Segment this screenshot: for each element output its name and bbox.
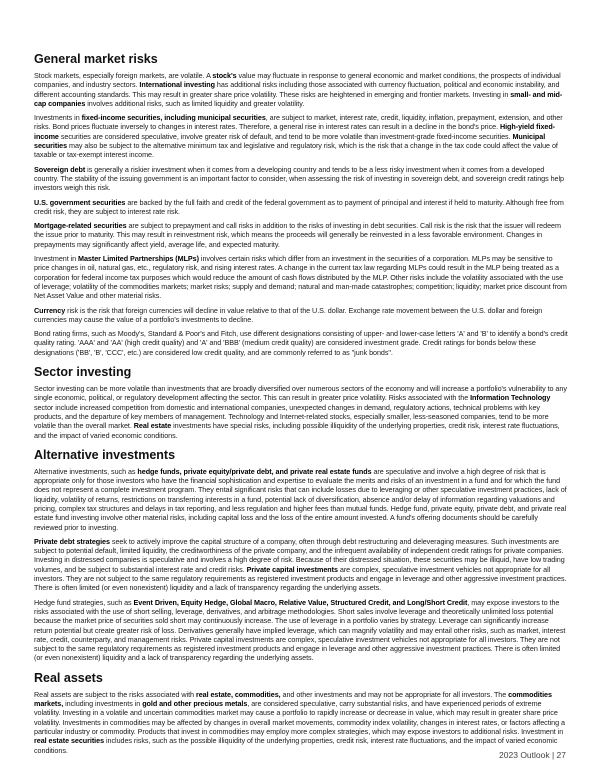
section-heading: Alternative investments	[34, 447, 176, 462]
bold-term: Private debt strategies	[34, 536, 110, 546]
text-run: Bond rating firms, such as Moody's, Standard & Poor's and Fitch, use different designations consisting of upper- and lower-case letters 'A' and 'B' to identify a bond's credit quality rating. 'AAA' and 'AA' (high credit quality) and 'A' and 'BBB' (medium credit quality) are considered investment grade. Credit ratings for bonds below these designations ('BB', 'B', 'CCC', etc.) are considered low credit quality, and are commonly referred to as "junk bonds".	[34, 329, 568, 357]
bold-term: stock's	[212, 71, 237, 80]
text-run: including investments in	[63, 699, 143, 709]
text-run: and other investments and may not be appropriate for all investors. The	[280, 689, 509, 699]
text-run: are subject to prepayment and call risks in addition to the risks of investing in debt securities. Call risk is the risk that the issuer will redeem the issue prior to maturity. This may result in reinvestment risk, which means the proceeds will generally be reinvested in a less favorable environment. Changes in prepayments may significantly affect yield, average life, and expected maturity.	[34, 221, 561, 249]
text-run: value may fluctuate in response to general economic and market conditions, the prospects of individual companies, and industry sectors.	[34, 71, 561, 90]
bold-term: real estate securities	[34, 736, 105, 746]
text-run: may also be subject to the alternative minimum tax and legislative and regulatory risk, which is the risk that a change in the tax code could affect the value of taxable or tax-exempt interest income.	[34, 141, 558, 160]
paragraph	[34, 598, 568, 663]
bold-term: real estate, commodities,	[195, 689, 281, 699]
text-run: Real assets are subject to the risks associated with	[34, 689, 196, 699]
paragraph	[34, 467, 568, 532]
bold-term: U.S. government securities	[34, 197, 126, 207]
bold-term: High-yield fixed-income	[34, 122, 556, 141]
bold-term: Real estate	[133, 421, 172, 431]
text-run: investments have special risks, including possible illiquidity of the underlying properties, credit risk, interest rate fluctuations, and the impact of varied economic conditions.	[34, 421, 560, 440]
text-run: Sector investing can be more volatile than investments that are broadly diversified over numerous sectors of the economy and will increase a portfolio's vulnerability to any single economic, political, or regulatory development affecting the sector. This can result in greater price volatility. Risks associated with the	[34, 384, 567, 403]
text-run: Hedge fund strategies, such as	[34, 597, 134, 607]
section-heading: Real assets	[34, 670, 103, 685]
paragraph	[34, 221, 568, 249]
paragraph	[34, 254, 568, 300]
paragraph	[34, 165, 568, 193]
text-run: Stock markets, especially foreign markets, are volatile. A	[34, 71, 213, 80]
section-alternative-investments	[34, 448, 568, 663]
bold-term: hedge funds, private equity/private debt, and private real estate funds	[137, 466, 372, 476]
text-run: Investment in	[34, 254, 79, 264]
bold-term: Currency	[34, 305, 66, 315]
section-general-market-risks	[34, 52, 568, 357]
bold-term: Event Driven, Equity Hedge, Global Macro, Relative Value, Structured Credit, and Long/Short Credit	[133, 597, 468, 607]
paragraph	[34, 113, 568, 159]
text-run: sector include increased competition from domestic and international companies, unexpected changes in demand, regulatory actions, technical problems with key products, and the departure of key members of management. Technology and Internet-related stocks, especially smaller, less-seasoned companies, tend to be more volatile than the overall market.	[34, 402, 549, 431]
bold-term: gold and other precious metals	[142, 699, 248, 709]
bold-term: commodities markets,	[34, 689, 552, 709]
text-run: is generally a riskier investment when it comes from a developing country and tends to be a less risky investment when it comes from a developed country. The stability of the issuing government is an important factor to consider, when assessing the risk of investing in sovereign debt, and sovereign credit ratings help investors weigh this risk.	[34, 164, 564, 193]
text-run: includes risks, such as the possible illiquidity of the underlying properties, credit risk, interest rate fluctuations, and the impact of varied economic conditions.	[34, 736, 558, 755]
section-heading: General market risks	[34, 52, 158, 66]
bold-term: Mortgage-related securities	[34, 221, 127, 231]
text-run: , may expose investors to the risks associated with the use of short selling, leverage, derivatives, and arbitrage methodologies. Short sales involve leverage and theoretically unlimited loss potential because the market price of securities sold short may continuously increase. The use of leverage in a portfolio varies by strategy. Leverage can significantly increase return potential but create greater risk of loss. Derivatives generally have implied leverage, which can magnify volatility and may entail other risks, such as market, interest rate, credit, counterparty, and management risks. Private capital investments are complex, speculative investment vehicles not appropriate for all investors. They are not subject to the same regulatory requirements as registered investment products and engage in leverage and other aggressive investment practices. There is often limited (or even nonexistent) liquidity and a lack of transparency regarding the underlying assets.	[34, 597, 566, 663]
paragraph	[34, 306, 568, 325]
text-run: risk is the risk that foreign currencies will decline in value relative to that of the U.S. dollar. Exchange rate movement between the U.S. dollar and foreign currencies may cause the value of a portfolio's investments to decline.	[34, 305, 543, 324]
text-run: , are considered speculative, carry substantial risks, and have experienced periods of extreme volatility. Investing in a volatile and uncertain commodities market may cause a portfolio to rapidly increase or decrease in value, which may result in greater share price volatility. Investments in commodities may be affected by changes in overall market movements, commodity index volatility, changes in interest rates, or factors affecting a particular industry or commodity. Products that invest in commodities may employ more complex strategies, which may expose investors to additional risks. Investment in	[34, 699, 565, 736]
bold-term: fixed-income securities, including municipal securities	[81, 113, 266, 123]
text-run: has additional risks including those associated with currency fluctuation, political and economic instability, and different accounting standards. This may result in greater share price volatility. These risks are heightened in emerging and frontier markets. Investing in	[34, 80, 560, 99]
paragraph	[34, 384, 568, 440]
text-run: Alternative investments, such as	[34, 466, 138, 476]
text-run: seek to actively improve the capital structure of a company, often through debt restructuring and deleveraging measures. Such investments are subject to potential default, limited liquidity, the creditworthiness of the private company, and the infrequent availability of independent credit ratings for private companies. Investing in distressed companies is speculative and involves a high degree of risk. Because of their distressed situation, these securities may be illiquid, have low trading volumes, and be subject to substantial interest rate and credit risks.	[34, 536, 565, 574]
text-run: are speculative and involve a high degree of risk that is appropriate only for those investors who have the financial sophistication and expertise to evaluate the merits and risks of an investment in a fund and for which the fund does not represent a complete investment program. They entail significant risks that can include losses due to leveraging or other speculative investment practices, lack of liquidity, volatility of returns, restrictions on transferring interests in a fund, potential lack of diversification, absence and/or delay of information regarding valuations and pricing, complex tax structures and delays in tax reporting, and less regulation and higher fees than mutual funds. Hedge fund, private equity, private debt, and private real estate fund investing involve other material risks, including capital loss and the loss of the entire amount invested. A fund's offering documents should be carefully reviewed prior to investing.	[34, 466, 567, 532]
text-run: involves certain risks which differ from an investment in the securities of a corporation. MLPs may be sensitive to price changes in oil, natural gas, etc., regulatory risk, and rising interest rates. A change in the current tax law regarding MLPs could result in the MLP being treated as a corporation for federal income tax purposes which would reduce the amount of cash flows distributed by the MLP. Other risks include the volatility associated with the use of leverage; volatility of the commodities markets; market risks; supply and demand; natural and man-made catastrophes; competition; liquidity; market price discount from Net Asset Value and other material risks.	[34, 254, 567, 301]
document-body	[34, 52, 568, 763]
text-run: securities are considered speculative, involve greater risk of default, and tend to be more volatile than investment-grade fixed-income securities.	[58, 131, 513, 141]
paragraph	[34, 690, 568, 755]
text-run: are backed by the full faith and credit of the federal government as to payment of principal and interest if held to maturity. Although free from credit risk, they are subject to interest rate risk.	[34, 197, 564, 216]
bold-term: Municipal securities	[34, 131, 546, 151]
paragraph	[34, 198, 568, 217]
page-footer: 2023 Outlook | 27	[499, 750, 566, 760]
section-real-assets	[34, 671, 568, 755]
bold-term: Sovereign debt	[34, 164, 86, 174]
text-run: are complex, speculative investment vehicles not appropriate for all investors. They are not subject to the same regulatory requirements as registered investment products and engage in leverage and other aggressive investment practices. There is often limited (or even nonexistent) liquidity and a lack of transparency regarding the underlying assets.	[34, 564, 567, 593]
bold-term: Private capital investments	[246, 564, 338, 574]
paragraph	[34, 329, 568, 357]
text-run: , are subject to market, interest rate, credit, liquidity, inflation, prepayment, extension, and other risks. Bond prices fluctuate inversely to changes in interest rates. Therefore, a general rise in interest rates can result in a decline in the bond's price.	[34, 113, 563, 132]
paragraph	[34, 71, 568, 108]
section-heading: Sector investing	[34, 365, 132, 380]
paragraph	[34, 537, 568, 593]
bold-term: small- and mid-cap companies	[34, 89, 563, 108]
section-sector-investing	[34, 365, 568, 440]
text-run: Investments in	[34, 113, 82, 123]
text-run: involves additional risks, such as limited liquidity and greater volatility.	[85, 98, 305, 108]
bold-term: Information Technology	[470, 393, 551, 403]
bold-term: International investing	[139, 80, 215, 90]
bold-term: Master Limited Partnerships (MLPs)	[78, 254, 199, 264]
